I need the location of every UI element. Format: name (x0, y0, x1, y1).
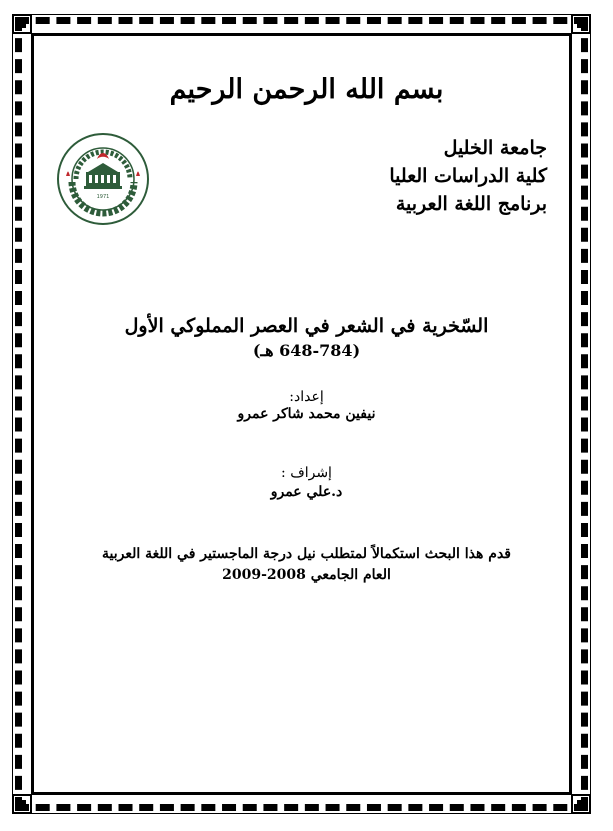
corner-ornament-bottom-left (12, 794, 32, 814)
basmala-heading: بسم الله الرحمن الرحيم (169, 74, 444, 105)
academic-year: العام الجامعي 2008-2009 (222, 567, 391, 583)
supervisor-name: د.علي عمرو (270, 484, 343, 500)
submission-note: قدم هذا البحث استكمالاً لمتطلب نيل درجة الماجستير في اللغة العربية (102, 546, 511, 562)
supervision-label: إشراف : (281, 465, 332, 481)
author-name: نيفين محمد شاكر عمرو (237, 406, 376, 422)
thesis-dates: (648-784 هـ) (252, 341, 361, 360)
corner-ornament-top-left (12, 14, 32, 34)
prepared-by-label: إعداد: (289, 389, 324, 405)
college-name: كلية الدراسات العليا (389, 165, 547, 187)
thesis-title: السّخرية في الشعر في العصر المملوكي الأول (124, 315, 489, 337)
corner-ornament-bottom-right (571, 794, 591, 814)
corner-ornament-top-right (571, 14, 591, 34)
program-name: برنامج اللغة العربية (395, 193, 547, 215)
university-name: جامعة الخليل (443, 137, 547, 159)
hebron-university-logo (56, 132, 150, 226)
logo-year: 1971 (96, 194, 110, 200)
